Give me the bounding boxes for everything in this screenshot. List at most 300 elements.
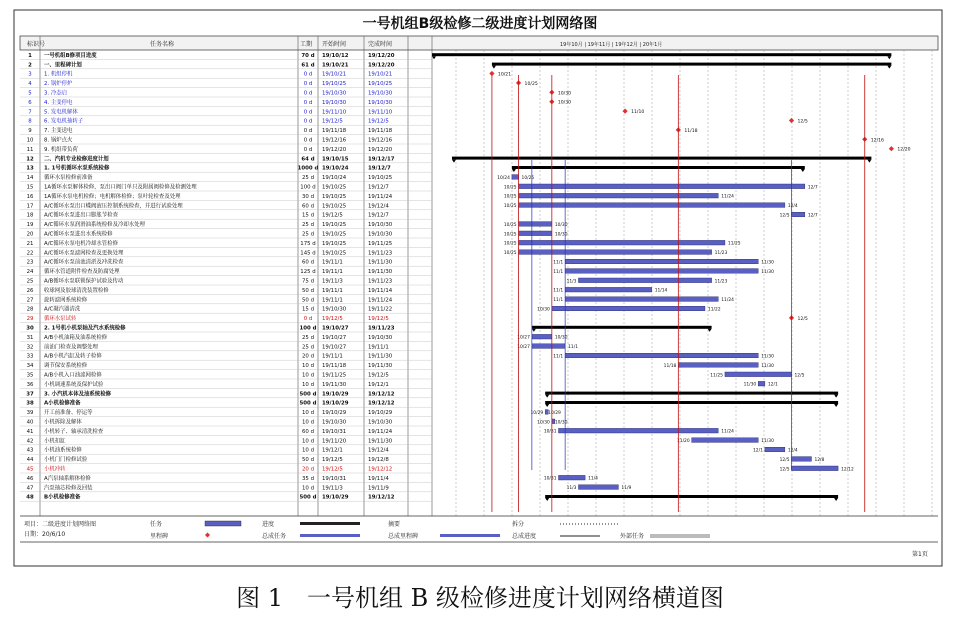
- task-id: 26: [26, 287, 34, 294]
- bar-start-label: 10/25: [503, 185, 517, 191]
- task-bar: [519, 203, 785, 208]
- bar-end-label: 10/29: [548, 410, 561, 416]
- task-end: 19/10/21: [368, 71, 393, 78]
- bar-start-label: 11/1: [553, 269, 564, 275]
- bar-end-label: 11/30: [761, 363, 774, 369]
- bar-end-label: 11/25: [727, 241, 741, 247]
- bar-start-label: 10/27: [517, 335, 530, 341]
- bar-start-label: 10/29: [530, 410, 544, 416]
- bar-end-label: 11/30: [761, 269, 774, 275]
- task-id: 21: [26, 240, 34, 247]
- task-start: 19/12/5: [322, 212, 343, 219]
- task-bar: [519, 250, 712, 255]
- task-start: 19/12/20: [322, 146, 347, 153]
- legend-task-swatch: [205, 521, 241, 526]
- summary-bar: [545, 401, 838, 404]
- task-id: 20: [26, 231, 34, 238]
- task-name: 一、里程碑计划: [44, 62, 82, 69]
- task-name: 小机拆除及解体: [44, 419, 82, 426]
- task-start: 19/10/12: [322, 52, 349, 59]
- task-id: 31: [26, 334, 34, 341]
- task-name: A/C循环水泵进出水系统检修: [44, 231, 113, 238]
- task-end: 19/11/30: [368, 353, 393, 360]
- task-id: 19: [26, 222, 34, 229]
- task-start: 19/10/29: [322, 410, 347, 417]
- task-end: 19/12/5: [368, 118, 389, 125]
- legend-task-label: 任务: [150, 521, 163, 528]
- task-days: 10 d: [302, 419, 314, 426]
- summary-bar: [452, 157, 871, 160]
- task-id: 17: [26, 203, 34, 210]
- milestone-date-label: 10/25: [524, 81, 538, 87]
- task-name: 二、汽机专业检修进度计划: [44, 156, 109, 163]
- col-end: 完成时间: [368, 41, 393, 48]
- task-end: 19/11/23: [368, 250, 393, 257]
- milestone-date-label: 12/16: [870, 138, 884, 144]
- task-id: 35: [26, 372, 34, 379]
- task-start: 19/12/5: [322, 466, 343, 473]
- task-id: 24: [26, 269, 34, 276]
- task-days: 0 d: [303, 316, 313, 323]
- task-days: 0 d: [303, 137, 313, 144]
- task-end: 19/12/17: [368, 156, 395, 163]
- task-bar: [792, 457, 812, 462]
- task-name: A小机检修准备: [44, 400, 81, 407]
- task-days: 0 d: [303, 99, 313, 106]
- task-end: 19/12/12: [368, 494, 395, 501]
- bar-end-label: 12/8: [814, 457, 825, 463]
- bar-start-label: 10/25: [503, 194, 517, 200]
- task-days: 500 d: [299, 391, 317, 398]
- task-id: 15: [26, 184, 34, 191]
- task-bar: [578, 278, 711, 283]
- task-start: 19/10/25: [322, 222, 347, 229]
- bar-end-label: 11/30: [761, 439, 774, 445]
- task-days: 35 d: [302, 475, 314, 482]
- bar-start-label: 11/1: [553, 288, 564, 294]
- task-id: 28: [26, 306, 34, 313]
- legend-rolled-task-swatch: [300, 534, 360, 537]
- task-start: 19/10/30: [322, 90, 347, 97]
- task-end: 19/11/14: [368, 287, 393, 294]
- task-bar: [578, 485, 618, 490]
- task-days: 25 d: [302, 334, 314, 341]
- task-name: 4. 主变停电: [44, 99, 73, 106]
- task-days: 0 d: [303, 128, 313, 135]
- task-days: 0 d: [303, 81, 313, 88]
- bar-end-label: 11/30: [761, 260, 774, 266]
- task-start: 19/11/1: [322, 353, 343, 360]
- bar-start-label: 11/1: [553, 298, 564, 304]
- task-start: 19/11/30: [322, 381, 347, 388]
- milestone-date-label: 10/30: [557, 91, 572, 97]
- task-start: 19/11/25: [322, 372, 347, 379]
- task-bar: [792, 212, 805, 217]
- task-days: 1000 d: [297, 165, 319, 172]
- task-name: 8. 锅炉点火: [44, 137, 73, 144]
- task-name: A/C循环水泵电机冷却水管检修: [44, 240, 118, 247]
- task-bar: [552, 306, 705, 311]
- task-end: 19/10/25: [368, 81, 393, 88]
- task-name: A/C循环水泵进出口膨胀节检查: [44, 212, 118, 219]
- milestone-date-label: 10/30: [557, 100, 572, 106]
- task-start: 19/10/25: [322, 184, 347, 191]
- task-name: A/C循环水泵出口蝶阀液压控制系统检查，并进行试验处理: [44, 203, 183, 210]
- bar-end-label: 12/4: [787, 448, 798, 454]
- task-id: 41: [26, 428, 34, 435]
- task-name: 小机油系统检修: [44, 447, 82, 454]
- task-days: 60 d: [302, 203, 314, 210]
- task-bar: [565, 269, 758, 274]
- task-id: 37: [26, 391, 34, 398]
- task-id: 1: [28, 52, 32, 59]
- task-end: 19/12/7: [368, 184, 389, 191]
- task-days: 20 d: [302, 466, 314, 473]
- legend-progress-label: 进度: [262, 521, 275, 528]
- task-days: 10 d: [302, 363, 314, 370]
- task-bar: [532, 334, 552, 339]
- task-start: 19/10/29: [322, 400, 349, 407]
- task-bar: [678, 363, 758, 368]
- task-end: 19/11/30: [368, 269, 393, 276]
- bar-end-label: 12/7: [807, 185, 818, 191]
- task-start: 19/11/20: [322, 438, 347, 445]
- bar-start-label: 11/25: [710, 373, 723, 379]
- bar-start-label: 11/3: [566, 486, 577, 492]
- bar-start-label: 11/18: [663, 363, 677, 369]
- bar-start-label: 12/5: [779, 457, 790, 463]
- task-name: 一号机组B修项目进度: [44, 52, 97, 59]
- summary-bar: [545, 392, 838, 395]
- bar-end-label: 10/30: [554, 222, 568, 228]
- task-name: 前油门检查及调整处理: [44, 344, 98, 351]
- task-id: 25: [26, 278, 34, 285]
- task-days: 0 d: [303, 71, 313, 78]
- col-days: 工期: [300, 41, 313, 48]
- task-id: 22: [26, 250, 34, 257]
- summary-bar: [432, 53, 891, 56]
- task-end: 19/10/30: [368, 334, 393, 341]
- task-name: 9. 机组带负荷: [44, 146, 78, 153]
- task-start: 19/10/25: [322, 203, 347, 210]
- bar-end-label: 10/25: [521, 175, 535, 181]
- task-days: 50 d: [302, 287, 314, 294]
- bar-end-label: 11/14: [654, 288, 668, 294]
- bar-start-label: 12/5: [779, 213, 790, 219]
- task-id: 40: [26, 419, 34, 426]
- task-name: 小机扣缸: [44, 438, 66, 445]
- task-days: 175 d: [300, 240, 316, 247]
- task-end: 19/12/7: [368, 165, 391, 172]
- task-days: 50 d: [302, 457, 314, 464]
- legend-rolled-task-label: 总成任务: [262, 533, 287, 540]
- task-end: 19/12/5: [368, 372, 389, 379]
- task-name: A/B循环水泵联锁保护试验及传动: [44, 278, 124, 285]
- task-days: 50 d: [302, 297, 314, 304]
- bar-end-label: 11/24: [721, 194, 734, 200]
- task-end: 19/10/30: [368, 231, 393, 238]
- task-name: 小机门门检修试验: [44, 457, 88, 464]
- bar-start-label: 10/30: [537, 307, 550, 313]
- task-end: 19/11/30: [368, 438, 393, 445]
- task-end: 19/12/5: [368, 316, 389, 323]
- task-end: 19/11/1: [368, 344, 389, 351]
- task-days: 10 d: [302, 381, 314, 388]
- task-start: 19/12/1: [322, 447, 343, 454]
- task-bar: [519, 222, 552, 227]
- task-end: 19/12/4: [368, 447, 389, 454]
- task-start: 19/12/5: [322, 118, 343, 125]
- milestone-date-label: 11/10: [631, 110, 645, 116]
- task-end: 19/10/30: [368, 90, 393, 97]
- bar-start-label: 12/5: [779, 467, 790, 473]
- bar-end-label: 11/30: [761, 354, 774, 360]
- task-bar: [512, 175, 519, 180]
- task-name: 1A循环水泵解体检修，泵出口阀门单只及附属阀检修及检测处理: [44, 184, 197, 191]
- task-start: 19/10/30: [322, 99, 347, 106]
- task-id: 8: [28, 118, 32, 125]
- legend-external-swatch: [650, 534, 710, 538]
- bar-start-label: 11/1: [553, 354, 564, 360]
- task-days: 64 d: [301, 156, 315, 163]
- task-end: 19/10/30: [368, 99, 393, 106]
- bar-end-label: 10/30: [554, 232, 568, 238]
- task-bar: [565, 297, 718, 302]
- bar-end-label: 10/30: [554, 420, 568, 426]
- task-id: 29: [26, 316, 34, 323]
- task-end: 19/11/23: [368, 278, 393, 285]
- task-start: 19/10/15: [322, 156, 349, 163]
- task-id: 4: [28, 81, 32, 88]
- task-days: 30 d: [302, 193, 314, 200]
- task-start: 19/10/30: [322, 306, 347, 313]
- task-days: 15 d: [302, 212, 314, 219]
- bar-start-label: 11/30: [743, 382, 757, 388]
- task-bar: [692, 438, 759, 443]
- task-id: 5: [28, 90, 32, 97]
- task-id: 44: [26, 457, 34, 464]
- bar-end-label: 12/12: [841, 467, 854, 473]
- task-bar: [519, 231, 552, 236]
- task-start: 19/10/25: [322, 250, 347, 257]
- task-bar: [765, 447, 785, 452]
- task-end: 19/12/7: [368, 212, 389, 219]
- chart-frame: [14, 10, 942, 566]
- task-days: 75 d: [302, 278, 314, 285]
- task-days: 145 d: [300, 250, 316, 257]
- legend-split-label: 拆分: [512, 521, 525, 528]
- bar-end-label: 11/9: [621, 486, 632, 492]
- task-name: 调节保安系统检修: [44, 363, 88, 370]
- bar-start-label: 10/25: [503, 241, 517, 247]
- task-end: 19/12/8: [368, 457, 389, 464]
- bar-end-label: 11/24: [721, 429, 734, 435]
- task-name: A/B小机油箱及油系统检修: [44, 334, 108, 341]
- task-id: 38: [26, 400, 34, 407]
- task-start: 19/11/1: [322, 259, 343, 266]
- task-days: 0 d: [303, 90, 313, 97]
- task-name: 收球网及胶球清洗装置检修: [44, 287, 109, 294]
- chart-title: 一号机组B级检修二级进度计划网络图: [362, 16, 598, 32]
- task-name: 循环水管道附件检查及防腐处理: [44, 269, 120, 276]
- task-name: A/B小机入口油滤网检修: [44, 372, 102, 379]
- bar-start-label: 11/1: [553, 260, 564, 266]
- task-start: 19/11/18: [322, 363, 347, 370]
- bar-end-label: 11/1: [568, 345, 579, 351]
- task-start: 19/10/31: [322, 475, 347, 482]
- task-days: 60 d: [302, 428, 314, 435]
- task-bar: [519, 240, 725, 245]
- task-end: 19/11/24: [368, 193, 393, 200]
- task-name: 5. 发电机解体: [44, 109, 78, 116]
- task-end: 19/11/30: [368, 259, 393, 266]
- task-id: 11: [26, 146, 34, 153]
- summary-bar: [492, 63, 891, 66]
- task-name: 开工前准备、停运等: [44, 410, 93, 417]
- col-name: 任务名称: [150, 41, 175, 48]
- task-end: 19/12/4: [368, 203, 389, 210]
- task-bar: [532, 344, 565, 349]
- task-start: 19/12/5: [322, 316, 343, 323]
- task-days: 500 d: [299, 494, 317, 501]
- task-days: 125 d: [300, 269, 316, 276]
- task-end: 19/11/10: [368, 109, 393, 116]
- task-end: 19/10/30: [368, 222, 393, 229]
- bar-start-label: 11/20: [676, 439, 690, 445]
- task-end: 19/11/25: [368, 240, 393, 247]
- task-id: 6: [28, 99, 32, 106]
- task-id: 9: [28, 128, 32, 135]
- task-id: 18: [26, 212, 34, 219]
- task-bar: [565, 353, 758, 358]
- task-start: 19/11/3: [322, 278, 343, 285]
- milestone-date-label: 12/5: [797, 316, 808, 322]
- bar-end-label: 11/24: [721, 298, 734, 304]
- task-days: 60 d: [302, 259, 314, 266]
- legend-date: 日期：20/6/10: [24, 531, 66, 538]
- task-days: 500 d: [299, 400, 317, 407]
- summary-bar: [545, 495, 838, 498]
- bar-end-label: 11/23: [714, 251, 728, 257]
- legend-rolled-progress-label: 总成进度: [512, 533, 537, 540]
- task-end: 19/12/20: [368, 146, 393, 153]
- task-days: 10 d: [302, 438, 314, 445]
- milestone-date-label: 12/5: [797, 119, 808, 125]
- bar-end-label: 12/1: [767, 382, 778, 388]
- bar-end-label: 11/4: [588, 476, 598, 482]
- task-start: 19/10/30: [322, 419, 347, 426]
- timeline-header: 19年10月 | 19年11月 | 19年12月 | 20年1月: [560, 42, 663, 48]
- task-start: 19/10/29: [322, 391, 349, 398]
- task-id: 16: [26, 193, 34, 200]
- task-end: 19/11/9: [368, 485, 389, 492]
- task-id: 46: [26, 475, 34, 482]
- task-end: 19/12/12: [368, 466, 393, 473]
- task-id: 3: [28, 71, 32, 78]
- task-end: 19/11/23: [368, 325, 395, 332]
- task-name: A汽泵轴系解体检修: [44, 475, 91, 482]
- task-bar: [519, 184, 805, 189]
- task-days: 25 d: [302, 222, 314, 229]
- table-header: [20, 36, 938, 50]
- task-name: 3. 小汽机本体及油系统检修: [44, 391, 111, 398]
- task-name: 汽泵抽芯检修及回装: [44, 485, 93, 492]
- bar-start-label: 10/27: [517, 345, 530, 351]
- task-name: 3. 冷态启: [44, 90, 68, 97]
- task-bar: [565, 287, 652, 292]
- task-id: 42: [26, 438, 34, 445]
- task-start: 19/12/5: [322, 457, 343, 464]
- task-days: 0 d: [303, 118, 313, 125]
- task-start: 19/10/25: [322, 193, 347, 200]
- task-id: 2: [28, 62, 32, 69]
- bar-start-label: 10/25: [503, 232, 517, 238]
- task-days: 10 d: [302, 447, 314, 454]
- bar-start-label: 10/24: [497, 175, 510, 181]
- bar-end-label: 12/7: [807, 213, 818, 219]
- task-start: 19/10/24: [322, 165, 349, 172]
- task-start: 19/10/25: [322, 81, 347, 88]
- task-start: 19/11/1: [322, 269, 343, 276]
- task-days: 25 d: [302, 175, 314, 182]
- legend-project: 项目：二级进度计划网络图: [24, 521, 97, 528]
- task-start: 19/10/27: [322, 325, 349, 332]
- task-start: 19/11/1: [322, 287, 343, 294]
- task-bar: [565, 259, 758, 264]
- task-name: 1A循环水泵电机检修；电机解体检修；泵叶轮检查及处理: [44, 193, 181, 200]
- task-end: 19/11/22: [368, 306, 393, 313]
- milestone-date-label: 11/18: [684, 128, 698, 134]
- bar-start-label: 10/31: [543, 476, 557, 482]
- col-start: 开始时间: [322, 41, 347, 48]
- bar-start-label: 10/25: [503, 251, 517, 257]
- task-id: 30: [26, 325, 34, 332]
- bar-start-label: 10/25: [503, 222, 517, 228]
- task-name: 小机调速系统及保护试验: [44, 381, 104, 388]
- task-days: 25 d: [302, 231, 314, 238]
- bar-end-label: 11/23: [714, 279, 728, 285]
- task-name: 7. 主变送电: [44, 128, 73, 135]
- task-bar: [558, 475, 585, 480]
- task-days: 10 d: [302, 372, 314, 379]
- task-days: 10 d: [302, 410, 314, 417]
- legend-external-label: 外部任务: [620, 533, 645, 540]
- task-name: 1. 1号机循环水泵系统检修: [44, 165, 110, 172]
- bar-end-label: 12/4: [787, 204, 798, 210]
- task-id: 13: [26, 165, 34, 172]
- task-end: 19/12/12: [368, 400, 395, 407]
- task-name: 循环水泵试转: [44, 316, 77, 323]
- task-id: 33: [26, 353, 34, 360]
- task-start: 19/11/10: [322, 109, 347, 116]
- task-start: 19/10/21: [322, 62, 349, 69]
- figure-caption: 图 1 一号机组 B 级检修进度计划网络横道图: [236, 584, 724, 612]
- summary-bar: [532, 326, 712, 329]
- task-id: 45: [26, 466, 34, 473]
- task-name: 小机转子、轴承清洗检查: [44, 428, 104, 435]
- task-id: 7: [28, 109, 32, 116]
- task-id: 34: [26, 363, 34, 370]
- bar-end-label: 12/5: [794, 373, 805, 379]
- milestone-date-label: 12/20: [897, 147, 911, 153]
- task-name: 1. 机组停机: [44, 71, 73, 78]
- task-end: 19/12/1: [368, 381, 389, 388]
- task-end: 19/11/24: [368, 428, 393, 435]
- bar-start-label: 10/31: [543, 429, 557, 435]
- task-days: 25 d: [302, 344, 314, 351]
- task-end: 19/11/18: [368, 128, 393, 135]
- task-end: 19/10/30: [368, 419, 393, 426]
